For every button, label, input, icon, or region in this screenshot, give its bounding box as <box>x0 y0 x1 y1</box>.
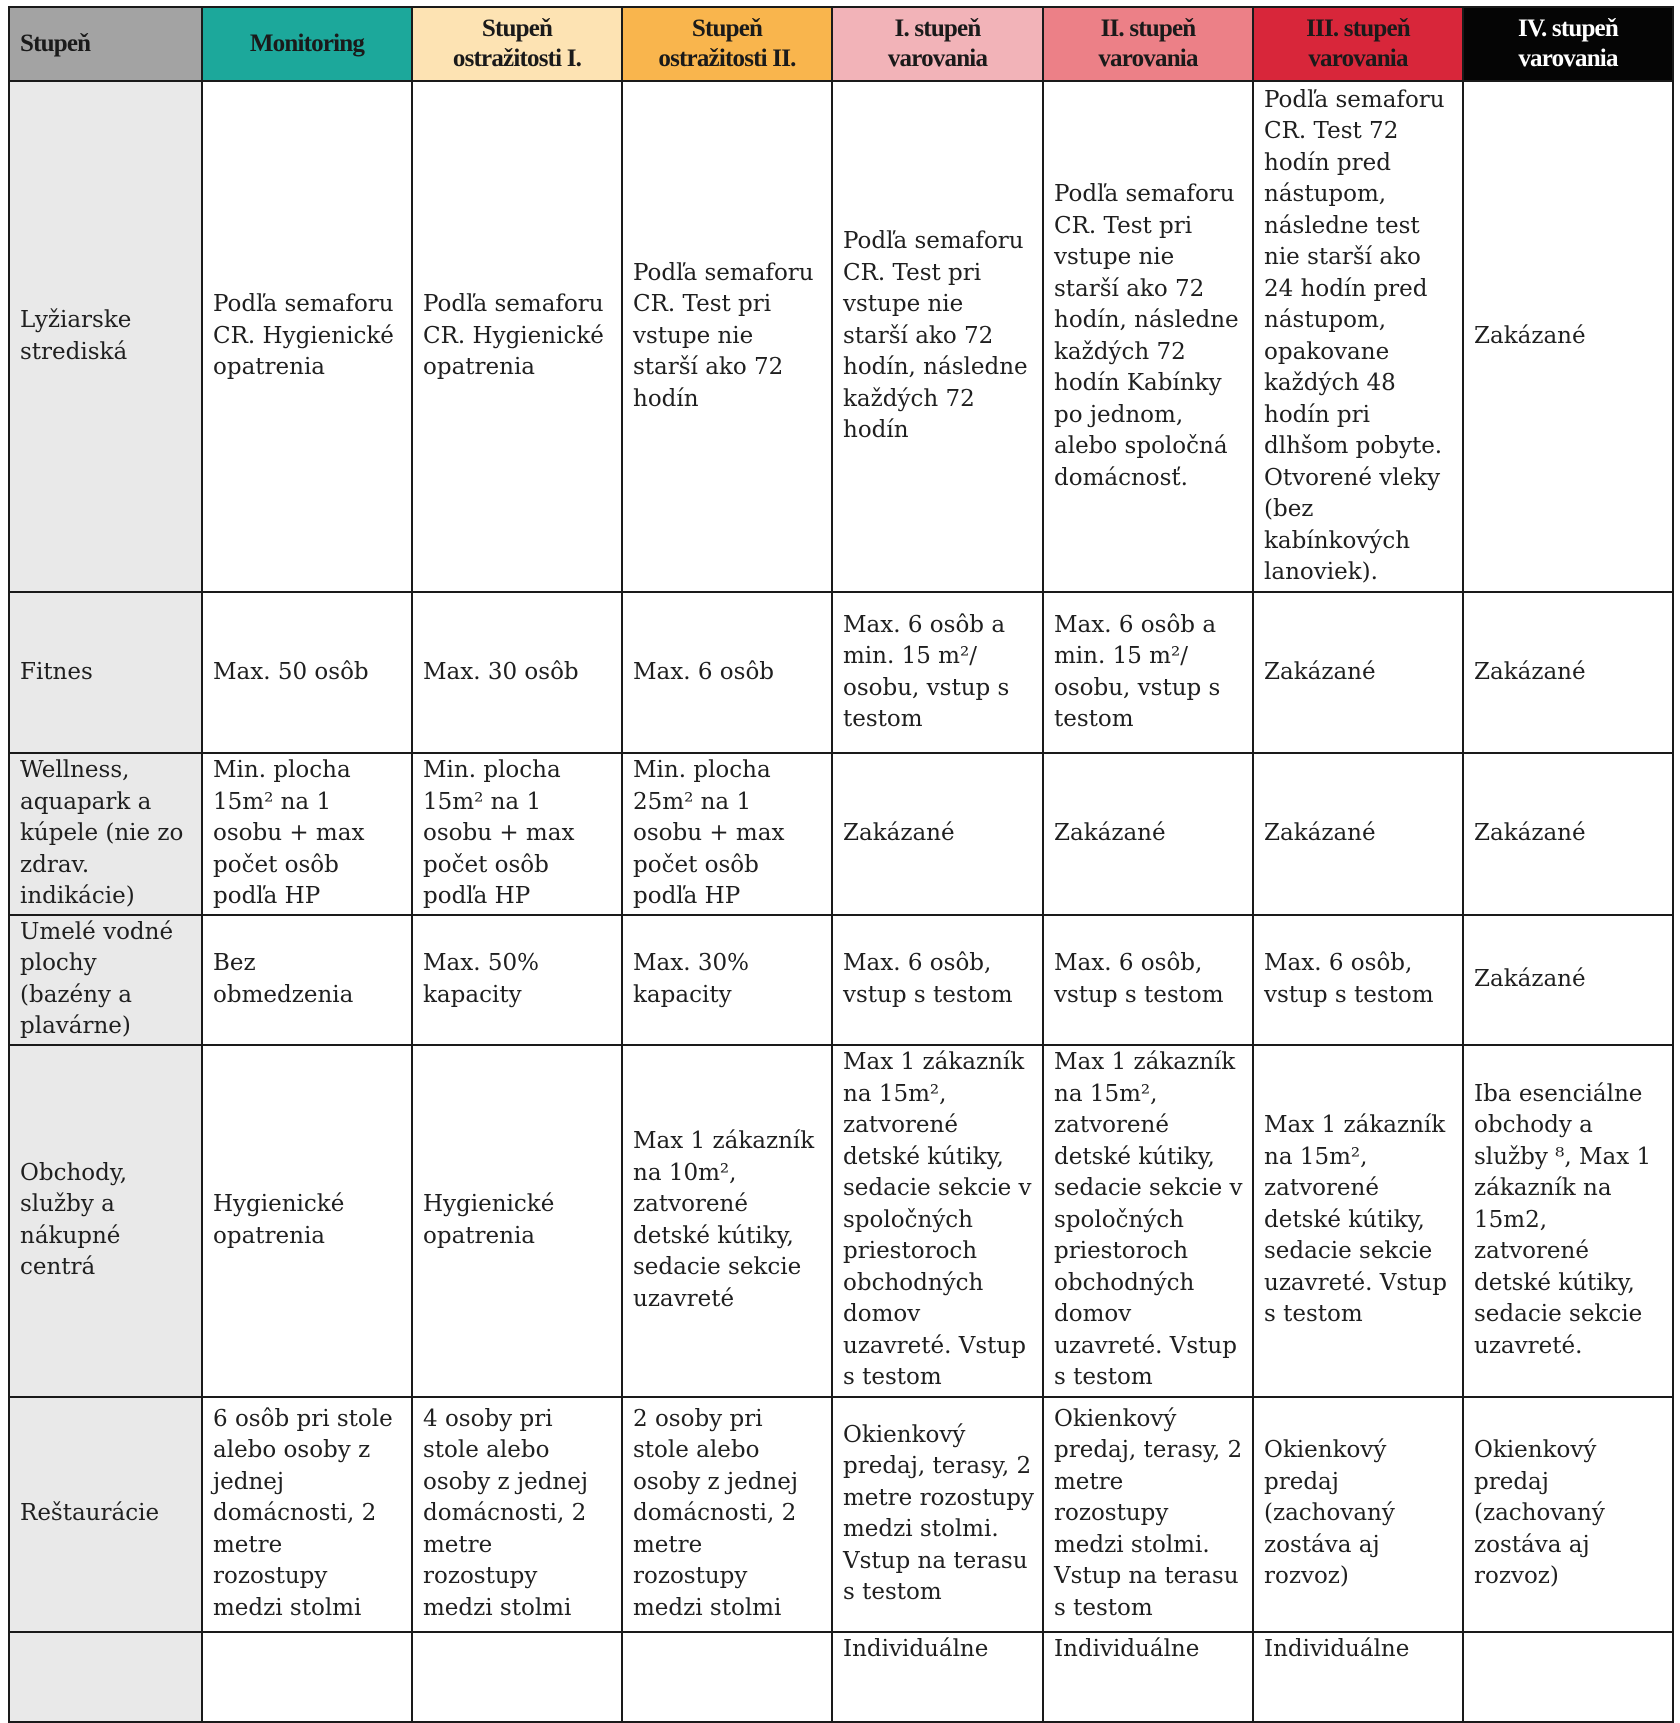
header-ostrazitost-2: Stupeň ostražitosti II. <box>622 7 832 81</box>
table-cell: Max. 6 osôb, vstup s testom <box>1043 915 1253 1045</box>
table-cell: 4 osoby pri stole alebo osoby z jednej domácnosti, 2 metre rozostupy medzi stolmi <box>412 1397 622 1632</box>
table-row-lyziarske-strediska <box>9 81 1673 592</box>
header-monitoring: Monitoring <box>202 7 412 81</box>
table-cell: Okienkový predaj (zachovaný zostáva aj rozvoz) <box>1253 1397 1463 1632</box>
table-body <box>9 81 1673 1722</box>
table-row-partial <box>9 1632 1673 1722</box>
row-label-wellness: Wellness, aquapark a kúpele (nie zo zdrav. indikácie) <box>9 753 202 915</box>
table-cell: Zakázané <box>1463 915 1673 1045</box>
table-cell: Individuálne <box>1043 1632 1253 1722</box>
table-row-obchody <box>9 1045 1673 1397</box>
table-cell: Max. 50 osôb <box>202 592 412 753</box>
table-cell: Okienkový predaj, terasy, 2 metre rozostupy medzi stolmi. Vstup na terasu s testom <box>1043 1397 1253 1632</box>
table-cell: Max. 50% kapacity <box>412 915 622 1045</box>
row-label-lyziarske-strediska: Lyžiarske strediská <box>9 81 202 592</box>
table-cell: 6 osôb pri stole alebo osoby z jednej domácnosti, 2 metre rozostupy medzi stolmi <box>202 1397 412 1632</box>
header-varovanie-1: I. stupeň varovania <box>832 7 1043 81</box>
table-cell: Max 1 zákazník na 15m², zatvorené detské kútiky, sedacie sekcie v spoločných priestoroch obchodných domov uzavreté. Vstup s testom <box>832 1045 1043 1397</box>
table-cell <box>1463 1632 1673 1722</box>
header-varovanie-2: II. stupeň varovania <box>1043 7 1253 81</box>
row-label-fitnes: Fitnes <box>9 592 202 753</box>
header-ostrazitost-1: Stupeň ostražitosti I. <box>412 7 622 81</box>
table-cell: Min. plocha 15m² na 1 osobu + max počet osôb podľa HP <box>202 753 412 915</box>
table-cell: Zakázané <box>1463 753 1673 915</box>
table-cell: Max. 6 osôb, vstup s testom <box>1253 915 1463 1045</box>
table-cell: Max 1 zákazník na 15m², zatvorené detské kútiky, sedacie sekcie uzavreté. Vstup s testom <box>1253 1045 1463 1397</box>
table-cell: Hygienické opatrenia <box>412 1045 622 1397</box>
table-cell: Max. 6 osôb a min. 15 m²/ osobu, vstup s testom <box>832 592 1043 753</box>
table-cell: Zakázané <box>1253 753 1463 915</box>
table-cell: Iba esenciálne obchody a služby ⁸, Max 1 zákazník na 15m2, zatvorené detské kútiky, sedacie sekcie uzavreté. <box>1463 1045 1673 1397</box>
table-cell: Max. 6 osôb, vstup s testom <box>832 915 1043 1045</box>
table-cell: Zakázané <box>1463 81 1673 592</box>
covid-measures-table <box>8 6 1674 1723</box>
table-cell <box>412 1632 622 1722</box>
table-cell <box>622 1632 832 1722</box>
table-cell: Max. 30% kapacity <box>622 915 832 1045</box>
table-cell: Zakázané <box>832 753 1043 915</box>
row-label-restauracie: Reštaurácie <box>9 1397 202 1632</box>
table-cell: Max 1 zákazník na 10m², zatvorené detské kútiky, sedacie sekcie uzavreté <box>622 1045 832 1397</box>
row-label-obchody: Obchody, služby a nákupné centrá <box>9 1045 202 1397</box>
table-cell: Podľa semaforu CR. Test 72 hodín pred nástupom, následne test nie starší ako 24 hodín pred nástupom, opakovane každých 48 hodín pri dlhšom pobyte. Otvorené vleky (bez kabínkových lanoviek). <box>1253 81 1463 592</box>
header-varovanie-4: IV. stupeň varovania <box>1463 7 1673 81</box>
table-cell: Podľa semaforu CR. Test pri vstupe nie starší ako 72 hodín, následne každých 72 hodín <box>832 81 1043 592</box>
table-cell: 2 osoby pri stole alebo osoby z jednej domácnosti, 2 metre rozostupy medzi stolmi <box>622 1397 832 1632</box>
table-cell: Okienkový predaj (zachovaný zostáva aj rozvoz) <box>1463 1397 1673 1632</box>
table-cell: Individuálne <box>832 1632 1043 1722</box>
table-cell: Hygienické opatrenia <box>202 1045 412 1397</box>
header-varovanie-3: III. stupeň varovania <box>1253 7 1463 81</box>
table-row-restauracie <box>9 1397 1673 1632</box>
table-row-fitnes <box>9 592 1673 753</box>
table-row-umele-vodne-plochy <box>9 915 1673 1045</box>
table-row-wellness <box>9 753 1673 915</box>
row-label-partial <box>9 1632 202 1722</box>
table-cell: Podľa semaforu CR. Test pri vstupe nie starší ako 72 hodín, následne každých 72 hodín Kabínky po jednom, alebo spoločná domácnosť. <box>1043 81 1253 592</box>
table-cell <box>202 1632 412 1722</box>
table-header <box>9 7 1673 81</box>
table-cell: Min. plocha 25m² na 1 osobu + max počet osôb podľa HP <box>622 753 832 915</box>
table-cell: Podľa semaforu CR. Test pri vstupe nie starší ako 72 hodín <box>622 81 832 592</box>
table-cell: Max. 30 osôb <box>412 592 622 753</box>
table-cell: Zakázané <box>1253 592 1463 753</box>
table-cell: Zakázané <box>1463 592 1673 753</box>
table-cell: Max 1 zákazník na 15m², zatvorené detské kútiky, sedacie sekcie v spoločných priestoroch obchodných domov uzavreté. Vstup s testom <box>1043 1045 1253 1397</box>
row-label-umele-vodne-plochy: Umelé vodné plochy (bazény a plavárne) <box>9 915 202 1045</box>
table-cell: Podľa semaforu CR. Hygienické opatrenia <box>202 81 412 592</box>
table-cell: Max. 6 osôb <box>622 592 832 753</box>
table-cell: Max. 6 osôb a min. 15 m²/ osobu, vstup s testom <box>1043 592 1253 753</box>
table-cell: Bez obmedzenia <box>202 915 412 1045</box>
table-cell: Podľa semaforu CR. Hygienické opatrenia <box>412 81 622 592</box>
table-cell: Min. plocha 15m² na 1 osobu + max počet osôb podľa HP <box>412 753 622 915</box>
header-stupen: Stupeň <box>9 7 202 81</box>
table-cell: Okienkový predaj, terasy, 2 metre rozostupy medzi stolmi. Vstup na terasu s testom <box>832 1397 1043 1632</box>
table-cell: Individuálne <box>1253 1632 1463 1722</box>
table-cell: Zakázané <box>1043 753 1253 915</box>
